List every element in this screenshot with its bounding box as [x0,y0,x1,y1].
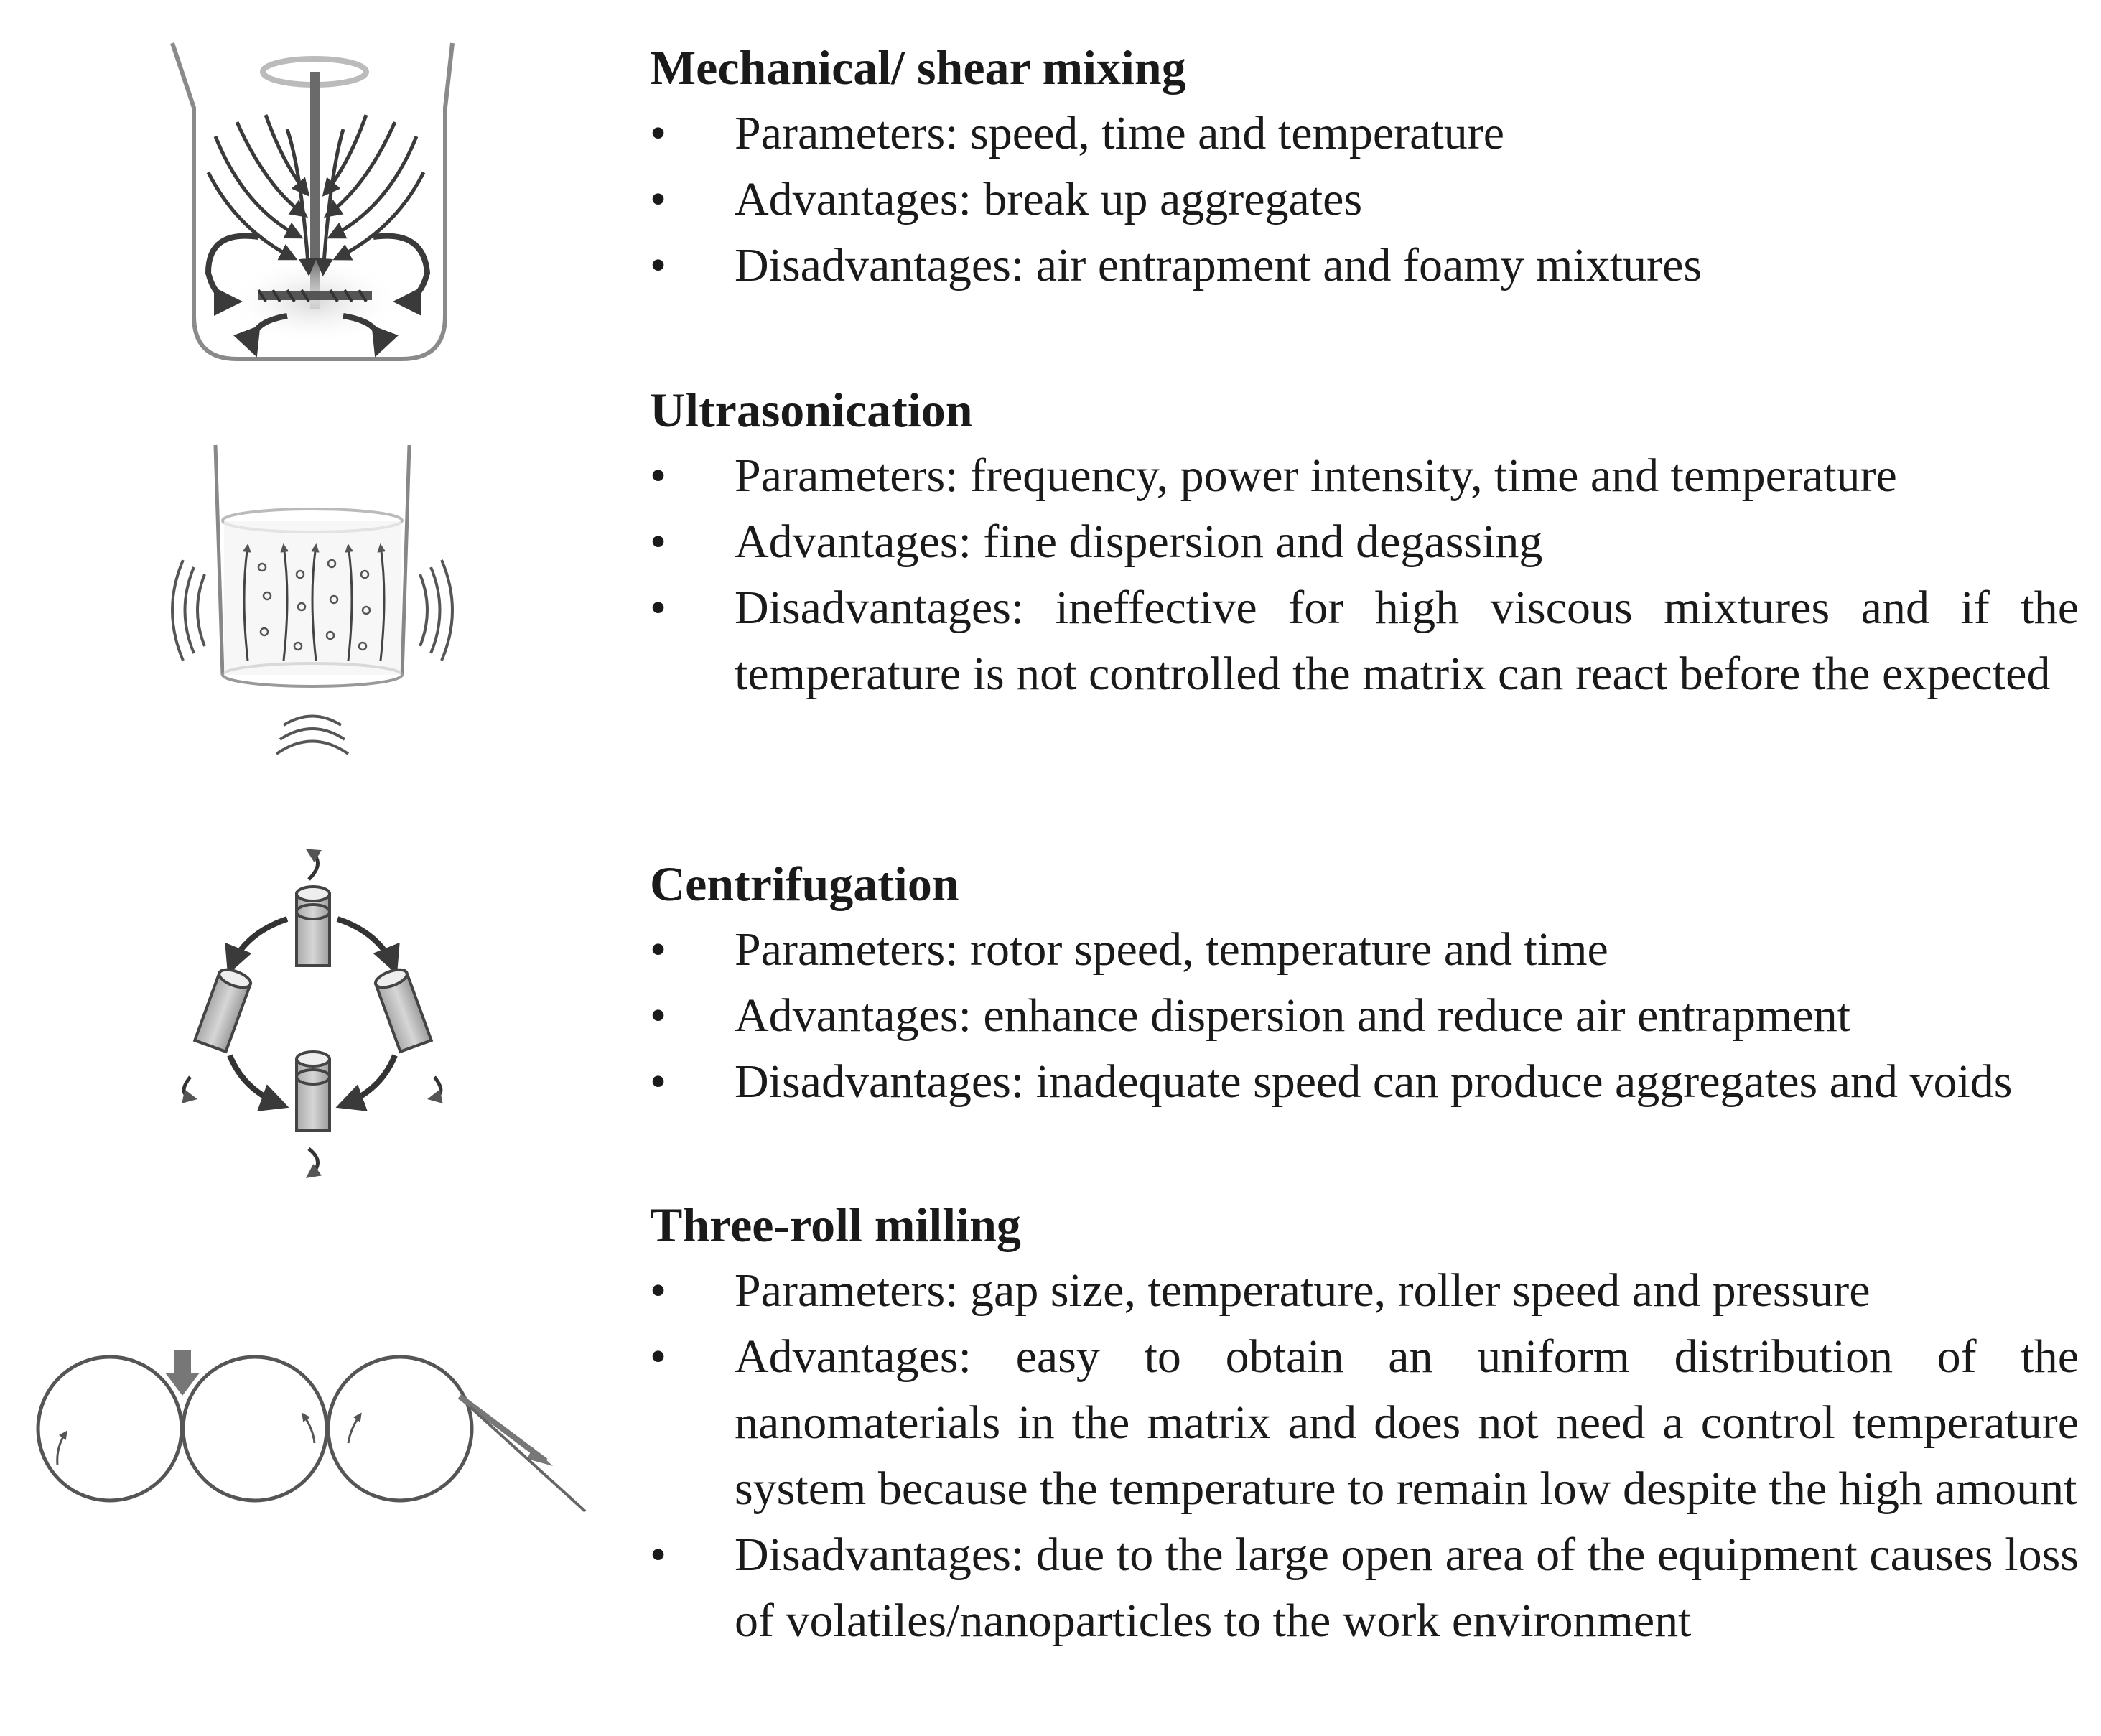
bullet-icon: • [650,239,667,291]
three-roll-mill-icon [38,1350,585,1511]
bullet-list [650,917,2079,1115]
list-item: • Advantages: fine dispersion and degassing [650,509,2079,575]
section-centrifugation [650,851,2079,1115]
bullet-icon: • [650,1264,667,1317]
list-item: • Parameters: rotor speed, temperature and time [650,917,2079,983]
section-title: Centrifugation [650,857,959,911]
bullet-icon: • [650,923,667,976]
bullet-icon: • [650,1330,667,1383]
mechanical-mixer-icon [172,43,452,359]
list-item: • Disadvantages: air entrapment and foamy mixtures [650,233,2079,299]
bullet-icon: • [650,989,667,1042]
list-item: • Disadvantages: inadequate speed can produce aggregates and voids [650,1049,2079,1115]
bullet-icon: • [650,582,667,634]
section-three-roll-milling [650,1192,2079,1654]
list-item: • Disadvantages: ineffective for high viscous mixtures and if the temperature is not controlled the matrix can react before the expected [650,575,2079,707]
section-mechanical-shear-mixing [650,34,2079,299]
list-item: • Advantages: break up aggregates [650,167,2079,233]
list-item: • Parameters: frequency, power intensity, time and temperature [650,443,2079,509]
list-item: • Parameters: speed, time and temperature [650,101,2079,167]
bullet-icon: • [650,1055,667,1108]
bullet-list [650,1258,2079,1654]
list-item: • Parameters: gap size, temperature, roller speed and pressure [650,1258,2079,1324]
section-title: Three-roll milling [650,1198,1021,1252]
bullet-list [650,443,2079,707]
section-title: Mechanical/ shear mixing [650,40,1186,95]
centrifugation-icon [184,851,441,1176]
section-ultrasonication [650,377,2079,707]
bullet-list [650,101,2079,299]
section-title: Ultrasonication [650,383,973,437]
list-item: • Disadvantages: due to the large open area of the equipment causes loss of volatiles/nanoparticles to the work environment [650,1522,2079,1654]
ultrasonication-icon [172,445,452,754]
bullet-icon: • [650,449,667,502]
bullet-icon: • [650,515,667,568]
list-item: • Advantages: enhance dispersion and reduce air entrapment [650,983,2079,1049]
bullet-icon: • [650,107,667,159]
bullet-icon: • [650,1529,667,1581]
illustrations-column [0,0,646,1736]
list-item: • Advantages: easy to obtain an uniform distribution of the nanomaterials in the matrix and does not need a control temperature system because the temperature to remain low despite the high amount [650,1324,2079,1522]
bullet-icon: • [650,173,667,225]
